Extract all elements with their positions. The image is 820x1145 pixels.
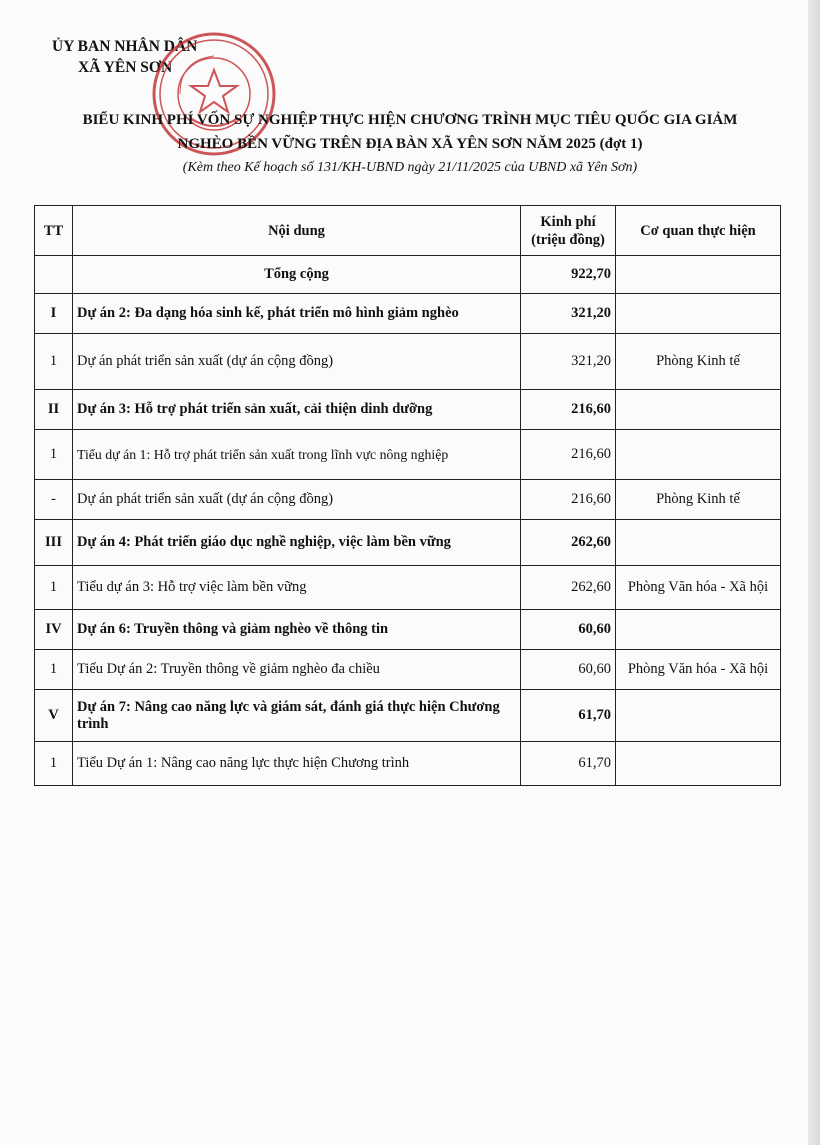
cell-tt: V	[35, 690, 73, 742]
star-icon	[191, 70, 237, 112]
cell-tt: III	[35, 520, 73, 566]
cell-tt: I	[35, 294, 73, 334]
cell-agency: Phòng Văn hóa - Xã hội	[616, 566, 781, 610]
cell-content: Dự án phát triển sản xuất (dự án cộng đồng)	[73, 480, 521, 520]
cell-agency	[616, 390, 781, 430]
cell-content: Tiểu dự án 3: Hỗ trợ việc làm bền vững	[73, 566, 521, 610]
table-row	[35, 610, 781, 650]
cell-agency: Phòng Kinh tế	[616, 480, 781, 520]
cell-amount: 922,70	[521, 256, 616, 294]
title-line-1: BIỂU KINH PHÍ VỐN SỰ NGHIỆP THỰC HIỆN CHƯƠNG TRÌNH MỤC TIÊU QUỐC GIA GIẢM	[82, 112, 738, 128]
cell-content: Tiểu Dự án 2: Truyền thông về giảm nghèo đa chiều	[73, 650, 521, 690]
cell-content: Dự án 6: Truyền thông và giảm nghèo về thông tin	[73, 610, 521, 650]
cell-amount: 216,60	[521, 430, 616, 480]
table-header-row	[35, 206, 781, 256]
cell-amount: 216,60	[521, 390, 616, 430]
header-funding: Kinh phí (triệu đồng)	[521, 206, 616, 256]
cell-agency	[616, 610, 781, 650]
budget-table	[34, 205, 781, 786]
table-row	[35, 520, 781, 566]
document-title	[40, 108, 780, 156]
cell-tt: II	[35, 390, 73, 430]
header-tt: TT	[35, 206, 73, 256]
cell-content: Dự án 4: Phát triển giáo dục nghề nghiệp, việc làm bền vững	[73, 520, 521, 566]
table-row	[35, 650, 781, 690]
cell-agency: Phòng Văn hóa - Xã hội	[616, 650, 781, 690]
cell-agency	[616, 690, 781, 742]
cell-tt: IV	[35, 610, 73, 650]
cell-amount: 321,20	[521, 294, 616, 334]
cell-content: Tổng cộng	[73, 256, 521, 294]
table-row	[35, 742, 781, 786]
cell-agency	[616, 430, 781, 480]
cell-amount: 61,70	[521, 742, 616, 786]
cell-amount: 321,20	[521, 334, 616, 390]
cell-content: Tiểu Dự án 1: Nâng cao năng lực thực hiện Chương trình	[73, 742, 521, 786]
title-line-2: NGHÈO BỀN VỮNG TRÊN ĐỊA BÀN XÃ YÊN SƠN NĂM 2025 (đợt 1)	[177, 136, 643, 152]
table-row-total	[35, 256, 781, 294]
cell-tt: 1	[35, 334, 73, 390]
document-subtitle: (Kèm theo Kế hoạch số 131/KH-UBND ngày 21/11/2025 của UBND xã Yên Sơn)	[182, 160, 638, 175]
cell-tt: 1	[35, 650, 73, 690]
table-row	[35, 480, 781, 520]
cell-tt: 1	[35, 742, 73, 786]
cell-agency	[616, 256, 781, 294]
cell-amount: 60,60	[521, 610, 616, 650]
cell-amount: 216,60	[521, 480, 616, 520]
table-row	[35, 430, 781, 480]
org-line-1: ỦY BAN NHÂN DÂN	[52, 38, 198, 55]
cell-content: Tiểu dự án 1: Hỗ trợ phát triển sản xuất trong lĩnh vực nông nghiệp	[73, 430, 521, 480]
cell-amount: 60,60	[521, 650, 616, 690]
cell-content: Dự án 2: Đa dạng hóa sinh kế, phát triển mô hình giảm nghèo	[73, 294, 521, 334]
cell-tt: 1	[35, 430, 73, 480]
header-content: Nội dung	[73, 206, 521, 256]
table-row	[35, 690, 781, 742]
page-edge-shadow	[808, 0, 820, 1145]
cell-content: Dự án 7: Nâng cao năng lực và giám sát, đánh giá thực hiện Chương trình	[73, 690, 521, 742]
table-row	[35, 334, 781, 390]
table-row	[35, 294, 781, 334]
table-row	[35, 390, 781, 430]
cell-agency	[616, 520, 781, 566]
cell-tt: -	[35, 480, 73, 520]
cell-tt: 1	[35, 566, 73, 610]
org-line-2: XÃ YÊN SƠN	[78, 59, 173, 76]
cell-amount: 262,60	[521, 520, 616, 566]
cell-amount: 262,60	[521, 566, 616, 610]
cell-amount: 61,70	[521, 690, 616, 742]
table-row	[35, 566, 781, 610]
cell-content: Dự án 3: Hỗ trợ phát triển sản xuất, cải thiện dinh dưỡng	[73, 390, 521, 430]
cell-tt	[35, 256, 73, 294]
cell-agency: Phòng Kinh tế	[616, 334, 781, 390]
header-agency: Cơ quan thực hiện	[616, 206, 781, 256]
cell-content: Dự án phát triển sản xuất (dự án cộng đồng)	[73, 334, 521, 390]
cell-agency	[616, 294, 781, 334]
cell-agency	[616, 742, 781, 786]
